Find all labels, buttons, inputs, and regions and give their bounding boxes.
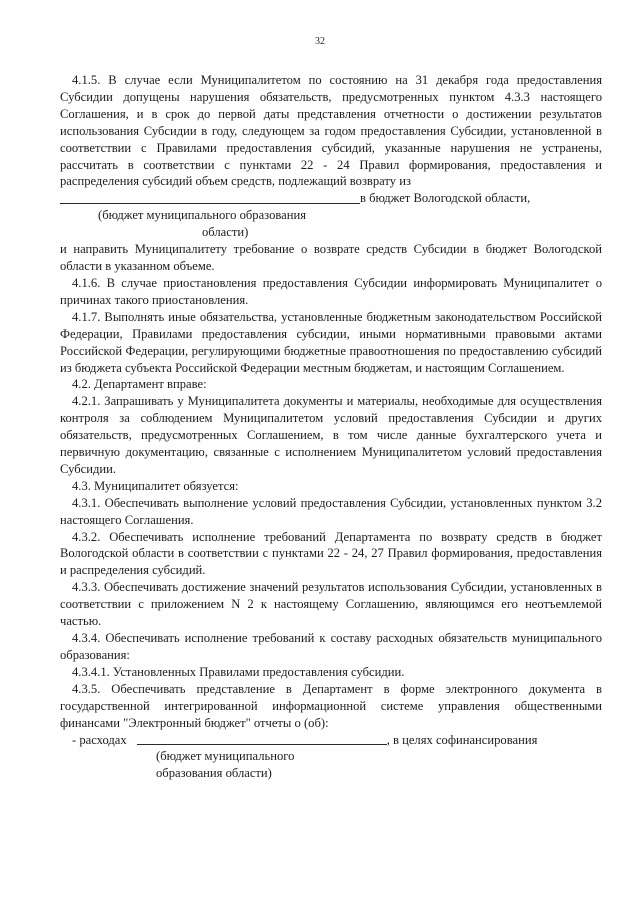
clause-4-2: 4.2. Департамент вправе:: [72, 377, 207, 392]
expenses-blank-line: [60, 731, 602, 748]
clause-4-1-5: 4.1.5. В случае если Муниципалитетом по состоянию на 31 декабря года предоставления Субсидии допущены нарушения обязательств, предусмотренных пунктом 4.3.3 настоящего Соглашения, и в срок до первой даты представления отчетности о достижении результатов использования Субсидии в году, следующем за годом предоставления Субсидии, установленной в соответствии с Правилами предоставления субсидий, указанные нарушения не устранены, рассчитать в соответствии с пунктами 22 - 24 Правил формирования, предоставления и распределения субсидий объем средств, подлежащий возврату из: [60, 73, 602, 189]
clause-4-2-1: 4.2.1. Запрашивать у Муниципалитета документы и материалы, необходимые для осуществления контроля за соблюдением Муниципалитетом условий предоставления Субсидии и других обязательств, предусмотренных Соглашением, в том числе данные бухгалтерского учета и первичную документацию, связанные с исполнением Муниципалитетом условий предоставления Субсидии.: [60, 394, 602, 476]
clause-4-1-7: 4.1.7. Выполнять иные обязательства, установленные бюджетным законодательством Российской Федерации, Правилами предоставления субсидии, иными нормативными правовыми актами Российской Федерации, регулирующими бюджетные правоотношения по предоставлению субсидий из бюджета субъекта Российской Федерации местным бюджетам, и настоящим Соглашением.: [60, 309, 602, 375]
clause-4-3-4: 4.3.4. Обеспечивать исполнение требований к составу расходных обязательств муниципального образования:: [60, 631, 602, 662]
expenses-prefix: - расходах: [72, 732, 127, 747]
clause-4-1-5-blank-line: [60, 190, 602, 207]
clause-4-1-6: 4.1.6. В случае приостановления предоставления Субсидии информировать Муниципалитет о причинах такого приостановления.: [60, 275, 602, 307]
clause-4-3-4-1: 4.3.4.1. Установленных Правилами предоставления субсидии.: [72, 664, 405, 679]
clause-4-3-1: 4.3.1. Обеспечивать выполнение условий предоставления Субсидии, установленных пунктом 3.2 настоящего Соглашения.: [60, 495, 602, 527]
clause-4-3-5: 4.3.5. Обеспечивать представление в Департамент в форме электронного документа в государственной интегрированной информационной системе управления общественными финансами "Электронный бюджет" отчеты о (об):: [60, 681, 602, 730]
clause-4-3-3: 4.3.3. Обеспечивать достижение значений результатов использования Субсидии, установленных в соответствии с приложением N 2 к настоящему Соглашению, являющимся его неотъемлемой частью.: [60, 580, 602, 629]
expenses-note-line-2: образования области): [156, 766, 272, 781]
blank-suffix: в бюджет Вологодской области,: [360, 191, 531, 206]
clause-4-3: 4.3. Муниципалитет обязуется:: [72, 478, 239, 493]
blank-note-line-1: (бюджет муниципального образования: [98, 208, 307, 223]
page-number: 32: [315, 36, 325, 47]
document-body: [60, 72, 602, 782]
budget-blank-field: [60, 190, 360, 204]
clause-4-1-5-continuation: и направить Муниципалитету требование о возврате средств Субсидии в бюджет Вологодской области в указанном объеме.: [60, 242, 602, 274]
expenses-suffix: , в целях софинансирования: [386, 732, 538, 747]
clause-4-3-2: 4.3.2. Обеспечивать исполнение требований Департамента по возврату средств в бюджет Вологодской области в соответствии с пунктами 22 - 24, 27 Правил формирования, предоставления и распределения субсидий.: [60, 529, 602, 578]
expenses-note-line-1: (бюджет муниципального: [156, 749, 295, 764]
expenses-blank-field: [137, 731, 387, 745]
blank-note-line-2: области): [202, 225, 249, 240]
